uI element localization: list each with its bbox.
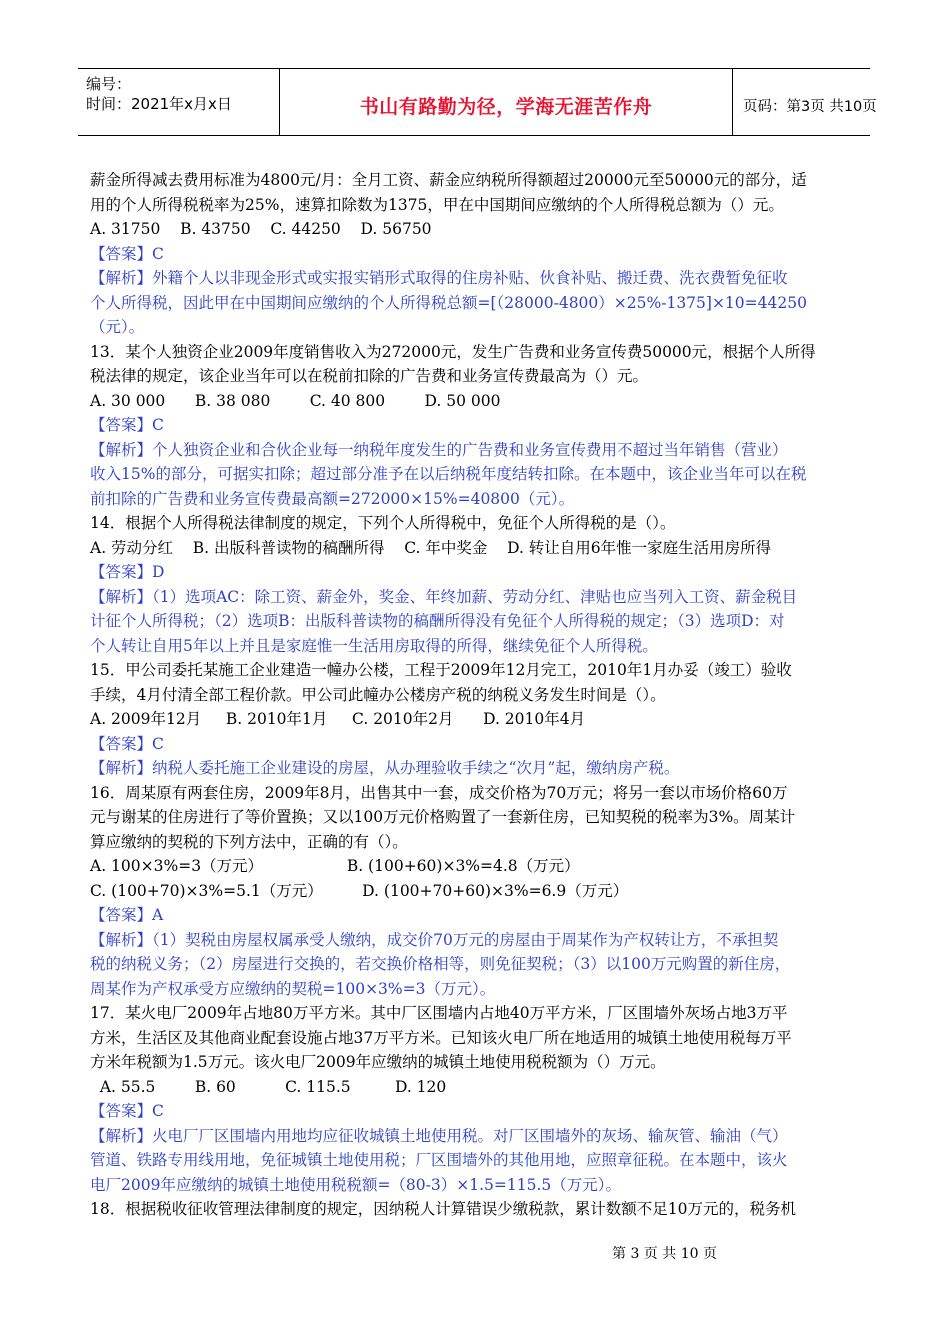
text-line: 电厂2009年应缴纳的城镇土地使用税税额=（80-3）×1.5=115.5（万元）。 xyxy=(90,1175,622,1194)
document-number-label: 编号： xyxy=(86,75,132,93)
header-motto: 书山有路勤为径，学海无涯苦作舟 xyxy=(359,96,653,118)
text-line: A. 2009年12月 B. 2010年1月 C. 2010年2月 D. 2010年4月 xyxy=(90,710,586,728)
text-line: A. 55.5 B. 60 C. 115.5 D. 120 xyxy=(90,1077,447,1096)
text-line: 周某作为产权承受方应缴纳的契税=100×3%=3（万元）。 xyxy=(90,979,496,998)
text-line: 手续，4月付清全部工程价款。甲公司此幢办公楼房产税的纳税义务发生时间是（）。 xyxy=(90,685,666,704)
text-line: C. (100+70)×3%=5.1（万元） D. (100+70+60)×3%=6.9（万元） xyxy=(90,881,629,900)
header-motto-cell xyxy=(280,69,733,135)
text-line: 算应缴纳的契税的下列方法中，正确的有（）。 xyxy=(90,832,408,851)
text-line: 【解析】个人独资企业和合伙企业每一纳税年度发生的广告费和业务宣传费用不超过当年销售（营业） xyxy=(90,440,788,459)
text-line: A. 30 000 B. 38 080 C. 40 800 D. 50 000 xyxy=(90,391,501,410)
text-line: 税的纳税义务；（2）房屋进行交换的，若交换价格相等，则免征契税；（3）以100万元购置的新住房， xyxy=(90,955,791,973)
text-line: A. 劳动分红 B. 出版科普读物的稿酬所得 C. 年中奖金 D. 转让自用6年惟一家庭生活用房所得 xyxy=(90,538,772,557)
text-line: 【解析】（1）契税由房屋权属承受人缴纳，成交价70万元的房屋由于周某作为产权转让方，不承担契 xyxy=(90,930,779,949)
text-line: 前扣除的广告费和业务宣传费最高额=272000×15%=40800（元）。 xyxy=(90,489,575,508)
text-line: 元与谢某的住房进行了等价置换；又以100万元价格购置了一套新住房，已知契税的税率为3%。周某计 xyxy=(90,808,796,826)
text-line: 【答案】D xyxy=(90,563,165,581)
text-line: 管道、铁路专用线用地，免征城镇土地使用税；厂区围墙外的其他用地，应照章征税。在本题中，该火 xyxy=(90,1151,788,1169)
text-line: 17．某火电厂2009年占地80万平方米。其中厂区围墙内占地40万平方米，厂区围墙外灰场占地3万平 xyxy=(90,1004,788,1022)
text-line: 薪金所得减去费用标准为4800元/月：全月工资、薪金应纳税所得额超过20000元至50000元的部分，适 xyxy=(90,171,807,189)
text-line: 个人转让自用5年以上并且是家庭惟一生活用房取得的所得，继续免征个人所得税。 xyxy=(90,636,658,655)
text-line: 方米年税额为1.5万元。该火电厂2009年应缴纳的城镇土地使用税税额为（）万元。 xyxy=(90,1053,666,1071)
text-line: 计征个人所得税；（2）选项B：出版科普读物的稿酬所得没有免征个人所得税的规定；（3）选项D：对 xyxy=(90,612,785,630)
page-footer: 第 3 页 共 10 页 xyxy=(612,1246,717,1262)
text-line: 【答案】C xyxy=(90,244,164,263)
text-line: 用的个人所得税税率为25%，速算扣除数为1375，甲在中国期间应缴纳的个人所得税总额为（）元。 xyxy=(90,195,784,214)
text-line: 【解析】纳税人委托施工企业建设的房屋，从办理验收手续之“次月”起，缴纳房产税。 xyxy=(90,759,680,777)
text-line: 18．根据税收征收管理法律制度的规定，因纳税人计算错误少缴税款，累计数额不足10万元的，税务机 xyxy=(90,1200,796,1218)
text-line: 【解析】火电厂厂区围墙内用地均应征收城镇土地使用税。对厂区围墙外的灰场、输灰管、输油（气） xyxy=(90,1126,788,1145)
text-line: 【答案】A xyxy=(90,906,164,924)
text-line: 13．某个人独资企业2009年度销售收入为272000元，发生广告费和业务宣传费50000元，根据个人所得 xyxy=(90,342,816,361)
text-line: 方米，生活区及其他商业配套设施占地37万平方米。已知该火电厂所在地适用的城镇土地使用税每万平 xyxy=(90,1028,792,1047)
text-line: 【答案】C xyxy=(90,1102,164,1120)
text-line: （元）。 xyxy=(90,318,145,336)
page-header xyxy=(78,68,877,136)
text-line: 收入15%的部分，可据实扣除；超过部分准予在以后纳税年度结转扣除。在本题中，该企业当年可以在税 xyxy=(90,465,807,483)
header-page-info: 页码：第3页 共10页 xyxy=(743,99,877,115)
header-meta-cell xyxy=(78,69,280,135)
text-line: 【解析】（1）选项AC：除工资、薪金外，奖金、年终加薪、劳动分红、津贴也应当列入工资、薪金税目 xyxy=(90,587,798,606)
document-time-label: 时间：2021年x月x日 xyxy=(86,95,232,113)
text-line: 税法律的规定，该企业当年可以在税前扣除的广告费和业务宣传费最高为（）元。 xyxy=(90,367,649,385)
text-line: 【答案】C xyxy=(90,416,164,434)
text-line: 【答案】C xyxy=(90,734,164,753)
header-page-cell xyxy=(733,69,877,135)
text-line: A. 31750 B. 43750 C. 44250 D. 56750 xyxy=(90,220,432,238)
text-line: 16．周某原有两套住房，2009年8月，出售其中一套，成交价格为70万元；将另一套以市场价格60万 xyxy=(90,783,788,802)
text-line: 14．根据个人所得税法律制度的规定，下列个人所得税中，免征个人所得税的是（）。 xyxy=(90,514,676,532)
text-line: 15．甲公司委托某施工企业建造一幢办公楼，工程于2009年12月完工，2010年1月办妥（竣工）验收 xyxy=(90,661,792,679)
text-line: A. 100×3%=3（万元） B. (100+60)×3%=4.8（万元） xyxy=(90,857,580,875)
text-line: 【解析】外籍个人以非现金形式或实报实销形式取得的住房补贴、伙食补贴、搬迁费、洗衣费暂免征收 xyxy=(90,269,788,287)
document-body xyxy=(90,168,868,1222)
text-line: 个人所得税，因此甲在中国期间应缴纳的个人所得税总额=[（28000-4800）×25%-1375]×10=44250 xyxy=(90,293,807,312)
